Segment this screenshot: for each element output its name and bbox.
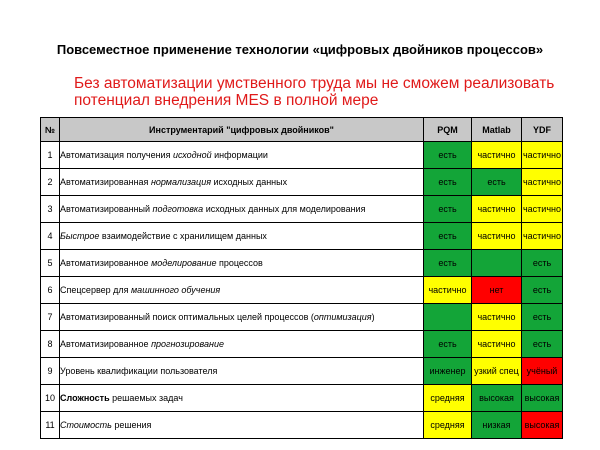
row-number: 8 bbox=[41, 331, 60, 358]
header-pqm: PQM bbox=[424, 118, 472, 142]
row-feature-name bbox=[60, 142, 424, 169]
feature-text-part: информации bbox=[211, 149, 268, 160]
feature-text-part: Спецсервер для bbox=[60, 284, 132, 295]
pqm-rating-cell: есть bbox=[424, 331, 472, 358]
table-row bbox=[41, 223, 563, 250]
pqm-rating-cell: есть bbox=[424, 196, 472, 223]
feature-text-part: подготовка bbox=[152, 203, 204, 214]
row-number: 2 bbox=[41, 169, 60, 196]
table-header-row bbox=[41, 118, 563, 142]
table-row bbox=[41, 358, 563, 385]
matlab-rating-cell: высокая bbox=[472, 385, 522, 412]
pqm-rating-cell: средняя bbox=[424, 412, 472, 439]
feature-text-part: оптимизация bbox=[313, 311, 372, 322]
feature-text-part: решения bbox=[111, 419, 152, 430]
matlab-rating-cell: есть bbox=[472, 169, 522, 196]
row-number: 4 bbox=[41, 223, 60, 250]
table-row bbox=[41, 331, 563, 358]
row-number: 3 bbox=[41, 196, 60, 223]
ydf-rating-cell: есть bbox=[522, 304, 563, 331]
row-number: 11 bbox=[41, 412, 60, 439]
matlab-rating-cell: частично bbox=[472, 223, 522, 250]
matlab-rating-cell: частично bbox=[472, 196, 522, 223]
ydf-rating-cell: учёный bbox=[522, 358, 563, 385]
feature-text-part: моделирование bbox=[151, 257, 217, 268]
ydf-rating-cell: высокая bbox=[522, 385, 563, 412]
ydf-rating-cell: частично bbox=[522, 142, 563, 169]
subtitle-text: Без автоматизации умственного труда мы не сможем реализовать потенциал внедрения MES в полной мере bbox=[74, 75, 555, 109]
feature-text-part: Автоматизированное bbox=[60, 338, 152, 349]
matlab-rating-cell: низкая bbox=[472, 412, 522, 439]
ydf-rating-cell: высокая bbox=[522, 412, 563, 439]
feature-text-part: Автоматизация получения bbox=[60, 149, 173, 160]
pqm-rating-cell: есть bbox=[424, 223, 472, 250]
pqm-rating-cell: есть bbox=[424, 142, 472, 169]
feature-text-part: Автоматизированная bbox=[60, 176, 151, 187]
pqm-rating-cell: частично bbox=[424, 277, 472, 304]
feature-text-part: прогнозирование bbox=[151, 338, 224, 349]
feature-text-part: процессов bbox=[216, 257, 263, 268]
pqm-rating-cell: есть bbox=[424, 250, 472, 277]
table-row bbox=[41, 304, 563, 331]
table-row bbox=[41, 142, 563, 169]
comparison-table bbox=[40, 117, 563, 439]
feature-text-part: исходных данных для моделирования bbox=[203, 203, 366, 214]
pqm-rating-cell bbox=[424, 304, 472, 331]
table-row bbox=[41, 250, 563, 277]
page-title: Повсеместное применение технологии «цифровых двойников процессов» bbox=[56, 42, 544, 57]
header-number: № bbox=[41, 118, 60, 142]
matlab-rating-cell: нет bbox=[472, 277, 522, 304]
matlab-rating-cell: частично bbox=[472, 142, 522, 169]
feature-text-part: машинного обучения bbox=[131, 284, 221, 295]
feature-text-part: исходной bbox=[172, 149, 212, 160]
pqm-rating-cell: есть bbox=[424, 169, 472, 196]
ydf-rating-cell: есть bbox=[522, 250, 563, 277]
table-row bbox=[41, 277, 563, 304]
row-number: 5 bbox=[41, 250, 60, 277]
feature-text-part: Сложность bbox=[60, 392, 110, 403]
feature-text-part: Автоматизированный поиск оптимальных целей процессов ( bbox=[60, 311, 314, 322]
table-row bbox=[41, 385, 563, 412]
feature-text-part: нормализация bbox=[150, 176, 212, 187]
matlab-rating-cell bbox=[472, 250, 522, 277]
matlab-rating-cell: частично bbox=[472, 304, 522, 331]
row-number: 1 bbox=[41, 142, 60, 169]
row-feature-name bbox=[60, 358, 424, 385]
table-row bbox=[41, 412, 563, 439]
pqm-rating-cell: инженер bbox=[424, 358, 472, 385]
row-feature-name bbox=[60, 277, 424, 304]
feature-text-part: Автоматизированное bbox=[60, 257, 152, 268]
row-feature-name bbox=[60, 385, 424, 412]
ydf-rating-cell: частично bbox=[522, 169, 563, 196]
feature-text-part: Стоимость bbox=[60, 419, 112, 430]
row-feature-name bbox=[60, 169, 424, 196]
row-number: 6 bbox=[41, 277, 60, 304]
ydf-rating-cell: есть bbox=[522, 331, 563, 358]
row-feature-name bbox=[60, 196, 424, 223]
pqm-rating-cell: средняя bbox=[424, 385, 472, 412]
table-row bbox=[41, 169, 563, 196]
row-feature-name bbox=[60, 250, 424, 277]
row-feature-name bbox=[60, 223, 424, 250]
row-number: 7 bbox=[41, 304, 60, 331]
header-toolkit: Инструментарий "цифровых двойников" bbox=[60, 118, 424, 142]
feature-text-part: Быстрое bbox=[60, 230, 100, 241]
row-number: 9 bbox=[41, 358, 60, 385]
ydf-rating-cell: есть bbox=[522, 277, 563, 304]
table-body bbox=[41, 142, 563, 439]
feature-text-part: Уровень квалификации пользователя bbox=[60, 365, 218, 376]
matlab-rating-cell: узкий спец bbox=[472, 358, 522, 385]
row-feature-name bbox=[60, 304, 424, 331]
table-row bbox=[41, 196, 563, 223]
header-ydf: YDF bbox=[522, 118, 563, 142]
feature-text-part: исходных данных bbox=[211, 176, 288, 187]
matlab-rating-cell: частично bbox=[472, 331, 522, 358]
feature-text-part: ) bbox=[371, 311, 375, 322]
header-matlab: Matlab bbox=[472, 118, 522, 142]
feature-text-part: решаемых задач bbox=[109, 392, 183, 403]
feature-text-part: взаимодействие с хранилищем данных bbox=[99, 230, 267, 241]
ydf-rating-cell: частично bbox=[522, 196, 563, 223]
row-number: 10 bbox=[41, 385, 60, 412]
feature-text-part: Автоматизированный bbox=[60, 203, 153, 214]
row-feature-name bbox=[60, 412, 424, 439]
ydf-rating-cell: частично bbox=[522, 223, 563, 250]
row-feature-name bbox=[60, 331, 424, 358]
